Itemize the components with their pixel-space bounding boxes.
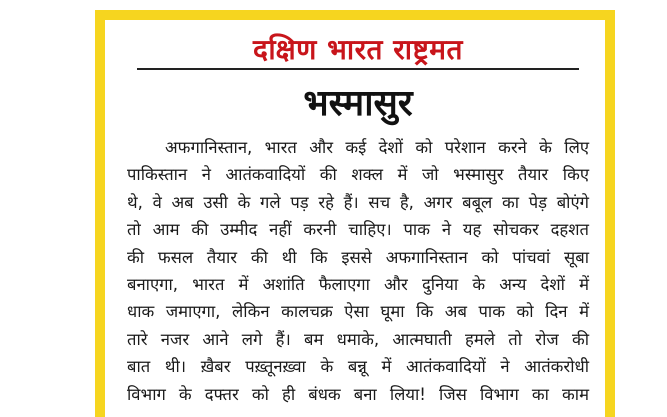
article-line: बात थी। ख़ैबर पख़्तूनख़्वा के बन्नू में आतंकवादियों ने आतंकरोधी: [127, 357, 589, 377]
article-headline: भस्मासुर: [303, 83, 413, 124]
article-line: की फसल तैयार की थी कि इससे अफगानिस्तान को पांचवां सूबा: [127, 247, 589, 267]
clipping-sheet: [105, 20, 605, 417]
article-line: तो आम की उम्मीद नहीं करनी चाहिए। पाक ने यह सोचकर दहशत: [127, 220, 589, 240]
article-line: धाक जमाएगा, लेकिन कालचक्र ऐसा घूमा कि अब पाक को दिन में: [127, 302, 589, 322]
newspaper-masthead: दक्षिण भारत राष्ट्रमत: [252, 33, 464, 66]
article-line: पाकिस्तान ने आतंकवादियों की शक्ल में जो भस्मासुर तैयार किए: [127, 165, 589, 185]
masthead-divider: [137, 68, 579, 70]
newspaper-clipping: [95, 10, 615, 417]
article-line: अफगानिस्तान, भारत और कई देशों को परेशान करने के लिए: [165, 138, 589, 157]
article-line: बनाएगा, भारत में अशांति फैलाएगा और दुनिया के अन्य देशों में: [127, 275, 589, 295]
article-line: तारे नजर आने लगे हैं। बम धमाके, आत्मघाती हमले तो रोज की: [127, 329, 589, 349]
article-line: थे, वे अब उसी के गले पड़ रहे हैं। सच है, अगर बबूल का पेड़ बोएंगे: [127, 192, 589, 212]
article-line: विभाग के दफ्तर को ही बंधक बना लिया! जिस विभाग का काम: [127, 384, 589, 404]
article-body: [127, 134, 589, 408]
